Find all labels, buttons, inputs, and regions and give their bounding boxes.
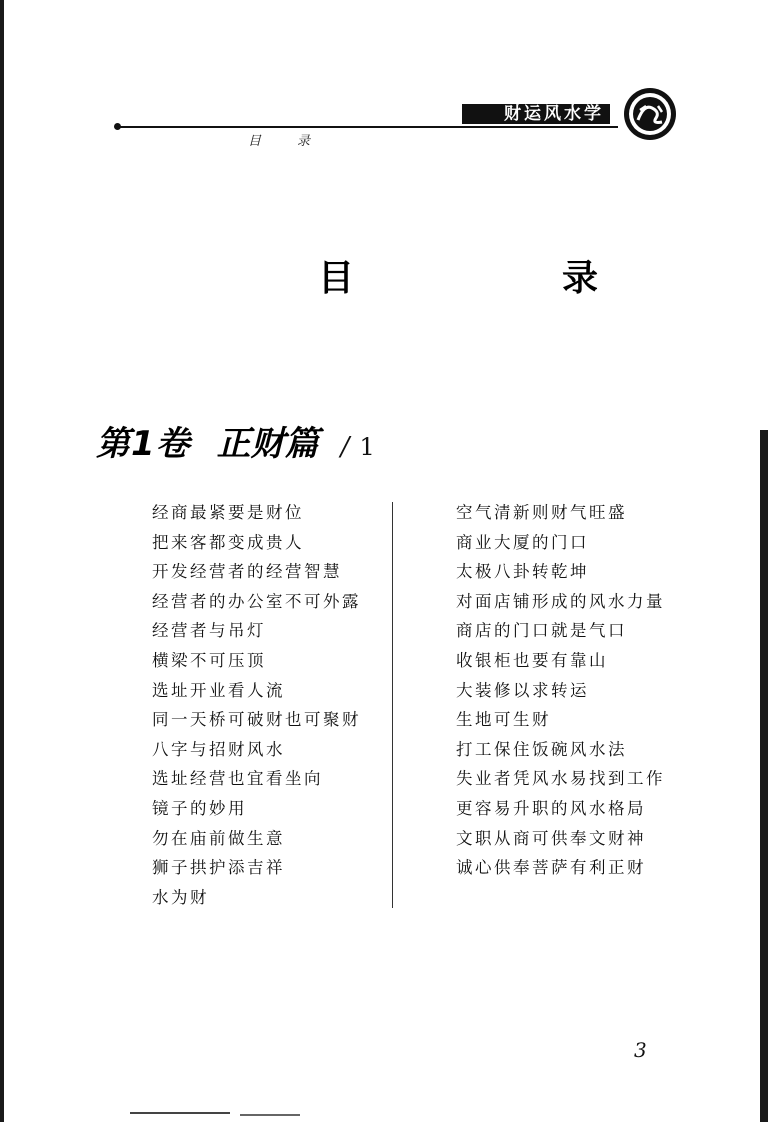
page-title: 目 录 (318, 258, 685, 299)
header-rule (118, 126, 618, 128)
toc-entry[interactable]: 经营者与吊灯 (152, 621, 266, 641)
toc-entry[interactable]: 镜子的妙用 (152, 798, 247, 818)
running-head: 目录 (248, 134, 347, 149)
toc-entry[interactable]: 对面店铺形成的风水力量 (456, 591, 665, 611)
toc-entry[interactable]: 商店的门口就是气口 (456, 621, 627, 641)
book-title-band: 财运风水学 (462, 104, 610, 124)
toc-entry[interactable]: 把来客都变成贵人 (152, 532, 304, 552)
scan-edge-left (0, 0, 4, 1122)
toc-entry[interactable]: 横梁不可压顶 (152, 650, 266, 670)
toc-entry[interactable]: 同一天桥可破财也可聚财 (152, 710, 361, 730)
toc-entry[interactable]: 经营者的办公室不可外露 (152, 591, 361, 611)
toc-entry[interactable]: 狮子拱护添吉祥 (152, 858, 285, 878)
bagua-emblem-icon (622, 86, 678, 142)
volume-label: 第1卷 (96, 424, 191, 464)
toc-entry[interactable]: 空气清新则财气旺盛 (456, 503, 627, 522)
section-title: 正财篇 (216, 424, 319, 464)
toc-entry[interactable]: 开发经营者的经营智慧 (152, 562, 342, 582)
toc-entry[interactable]: 太极八卦转乾坤 (456, 562, 589, 582)
scan-bottom-mark (130, 1112, 230, 1114)
toc-entry[interactable]: 选址开业看人流 (152, 680, 285, 700)
toc-entry[interactable]: 更容易升职的风水格局 (456, 798, 646, 818)
toc-entry[interactable]: 八字与招财风水 (152, 739, 285, 759)
toc-entry[interactable]: 打工保住饭碗风水法 (456, 739, 627, 759)
page-number: 3 (634, 1038, 647, 1062)
toc-entry[interactable]: 大装修以求转运 (456, 680, 589, 700)
toc-entry[interactable]: 商业大厦的门口 (456, 532, 589, 552)
section-heading (96, 416, 375, 466)
toc-entry[interactable]: 选址经营也宜看坐向 (152, 769, 323, 789)
toc-entry[interactable]: 收银柜也要有靠山 (456, 650, 608, 670)
toc-entry[interactable]: 诚心供奉菩萨有利正财 (456, 858, 646, 878)
toc-entry[interactable]: 经商最紧要是财位 (152, 503, 304, 522)
scan-edge-right (760, 430, 768, 1122)
toc-entry[interactable]: 勿在庙前做生意 (152, 828, 285, 848)
column-divider (392, 502, 393, 908)
toc-column-left (152, 498, 361, 912)
toc-entry[interactable]: 水为财 (152, 887, 209, 907)
separator: / (340, 432, 350, 462)
toc-entry[interactable]: 文职从商可供奉文财神 (456, 828, 646, 848)
toc-entry[interactable]: 生地可生财 (456, 710, 551, 730)
toc-entry[interactable]: 失业者凭风水易找到工作 (456, 769, 665, 789)
section-start-page: 1 (359, 433, 375, 461)
toc-column-right (456, 498, 665, 883)
scan-bottom-mark (240, 1114, 300, 1116)
